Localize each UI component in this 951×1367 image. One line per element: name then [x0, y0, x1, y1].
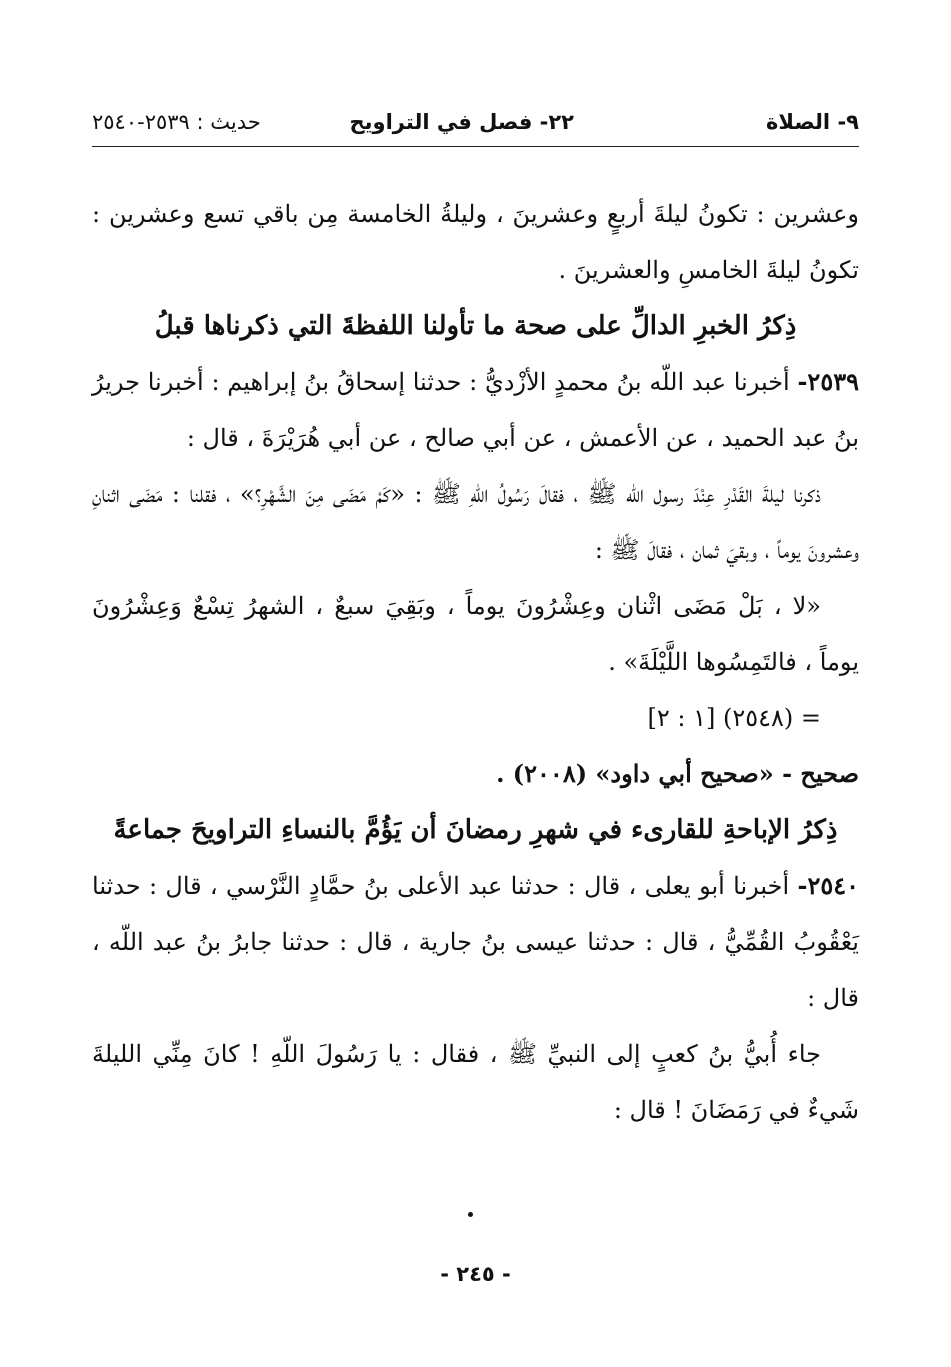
hadith-2540-number: ٢٥٤٠-: [797, 871, 859, 900]
hadith-2539-matn-1: ذكرنا ليلةَ القَدْرِ عِنْدَ رسول اللّه ﷺ ، فقالَ رَسُولُ اللّهِ ﷺ : «كَمْ مَضَى مِنَ الشَّهْرِ؟» ، فقلنا : مَضَى اثنانِ وعشرونَ يوماً ، وبقيَ ثمان ، فقالَ ﷺ :: [92, 480, 859, 564]
running-header: [92, 110, 859, 146]
page-number: - ٢٤٥ -: [440, 1262, 511, 1286]
paragraph-continuation: وعشرين : تكونُ ليلةَ أربعٍ وعشرينَ ، وليلةُ الخامسة مِن باقي تسع وعشرين : تكونُ ليلةَ الخامسِ والعشرينَ .: [92, 200, 859, 284]
hadith-2539-isnad-text: أخبرنا عبد اللّه بنُ محمدٍ الأزْديُّ : حدثنا إسحاقُ بنُ إبراهيم : أخبرنا جريرُ بنُ عبد الحميد ، عن الأعمش ، عن أبي صالح ، عن أبي هُرَيْرَةَ ، قال :: [92, 368, 859, 452]
hadith-2539-reference: = (٢٥٤٨) [١ : ٢]: [647, 704, 821, 732]
header-chapter: ٩- الصلاة: [766, 110, 859, 134]
section-heading-1: ذِكرُ الخبرِ الدالِّ على صحة ما تأولنا اللفظةَ التي ذكرناها قبلُ: [154, 311, 797, 341]
header-rule: [92, 146, 859, 147]
hadith-2539-grade: صحيح - «صحيح أبي داود» (٢٠٠٨) .: [496, 759, 859, 788]
header-section: ٢٢- فصل في التراويح: [349, 110, 574, 134]
page-body: [92, 186, 859, 1138]
hadith-2540-matn: جاء أُبيُّ بنُ كعبٍ إلى النبيِّ ﷺ ، فقال : يا رَسُولَ اللّهِ ! كانَ مِنِّي الليلةَ شَيءٌ في رَمَضَانَ ! قال :: [92, 1040, 859, 1124]
stray-dot: [468, 1212, 473, 1217]
hadith-2539-isnad: [92, 354, 859, 466]
header-hadith-range: حديث : ٢٥٣٩-٢٥٤٠: [92, 110, 261, 134]
hadith-2540-isnad-text: أخبرنا أبو يعلى ، قال : حدثنا عبد الأعلى بنُ حمَّادٍ النَّرْسي ، قال : حدثنا يَعْقُوبُ القُمِّيُّ ، قال : حدثنا عيسى بنُ جارية ، قال : حدثنا جابرُ بنُ عبد اللّه ، قال :: [92, 872, 859, 1012]
hadith-2539-number: ٢٥٣٩-: [797, 367, 859, 396]
section-heading-2: ذِكرُ الإباحةِ للقارىء في شهرِ رمضانَ أن يَؤُمَّ بالنساءِ التراويحَ جماعةً: [113, 815, 838, 845]
hadith-2539-matn-2: «لا ، بَلْ مَضَى اثْنان وعِشْرُونَ يوماً ، وبَقِيَ سبعٌ ، الشهرُ تِسْعٌ وَعِشْرُونَ يوماً ، فالتَمِسُوها اللَّيْلَةَ» .: [92, 592, 859, 676]
hadith-2540-isnad: [92, 858, 859, 1026]
